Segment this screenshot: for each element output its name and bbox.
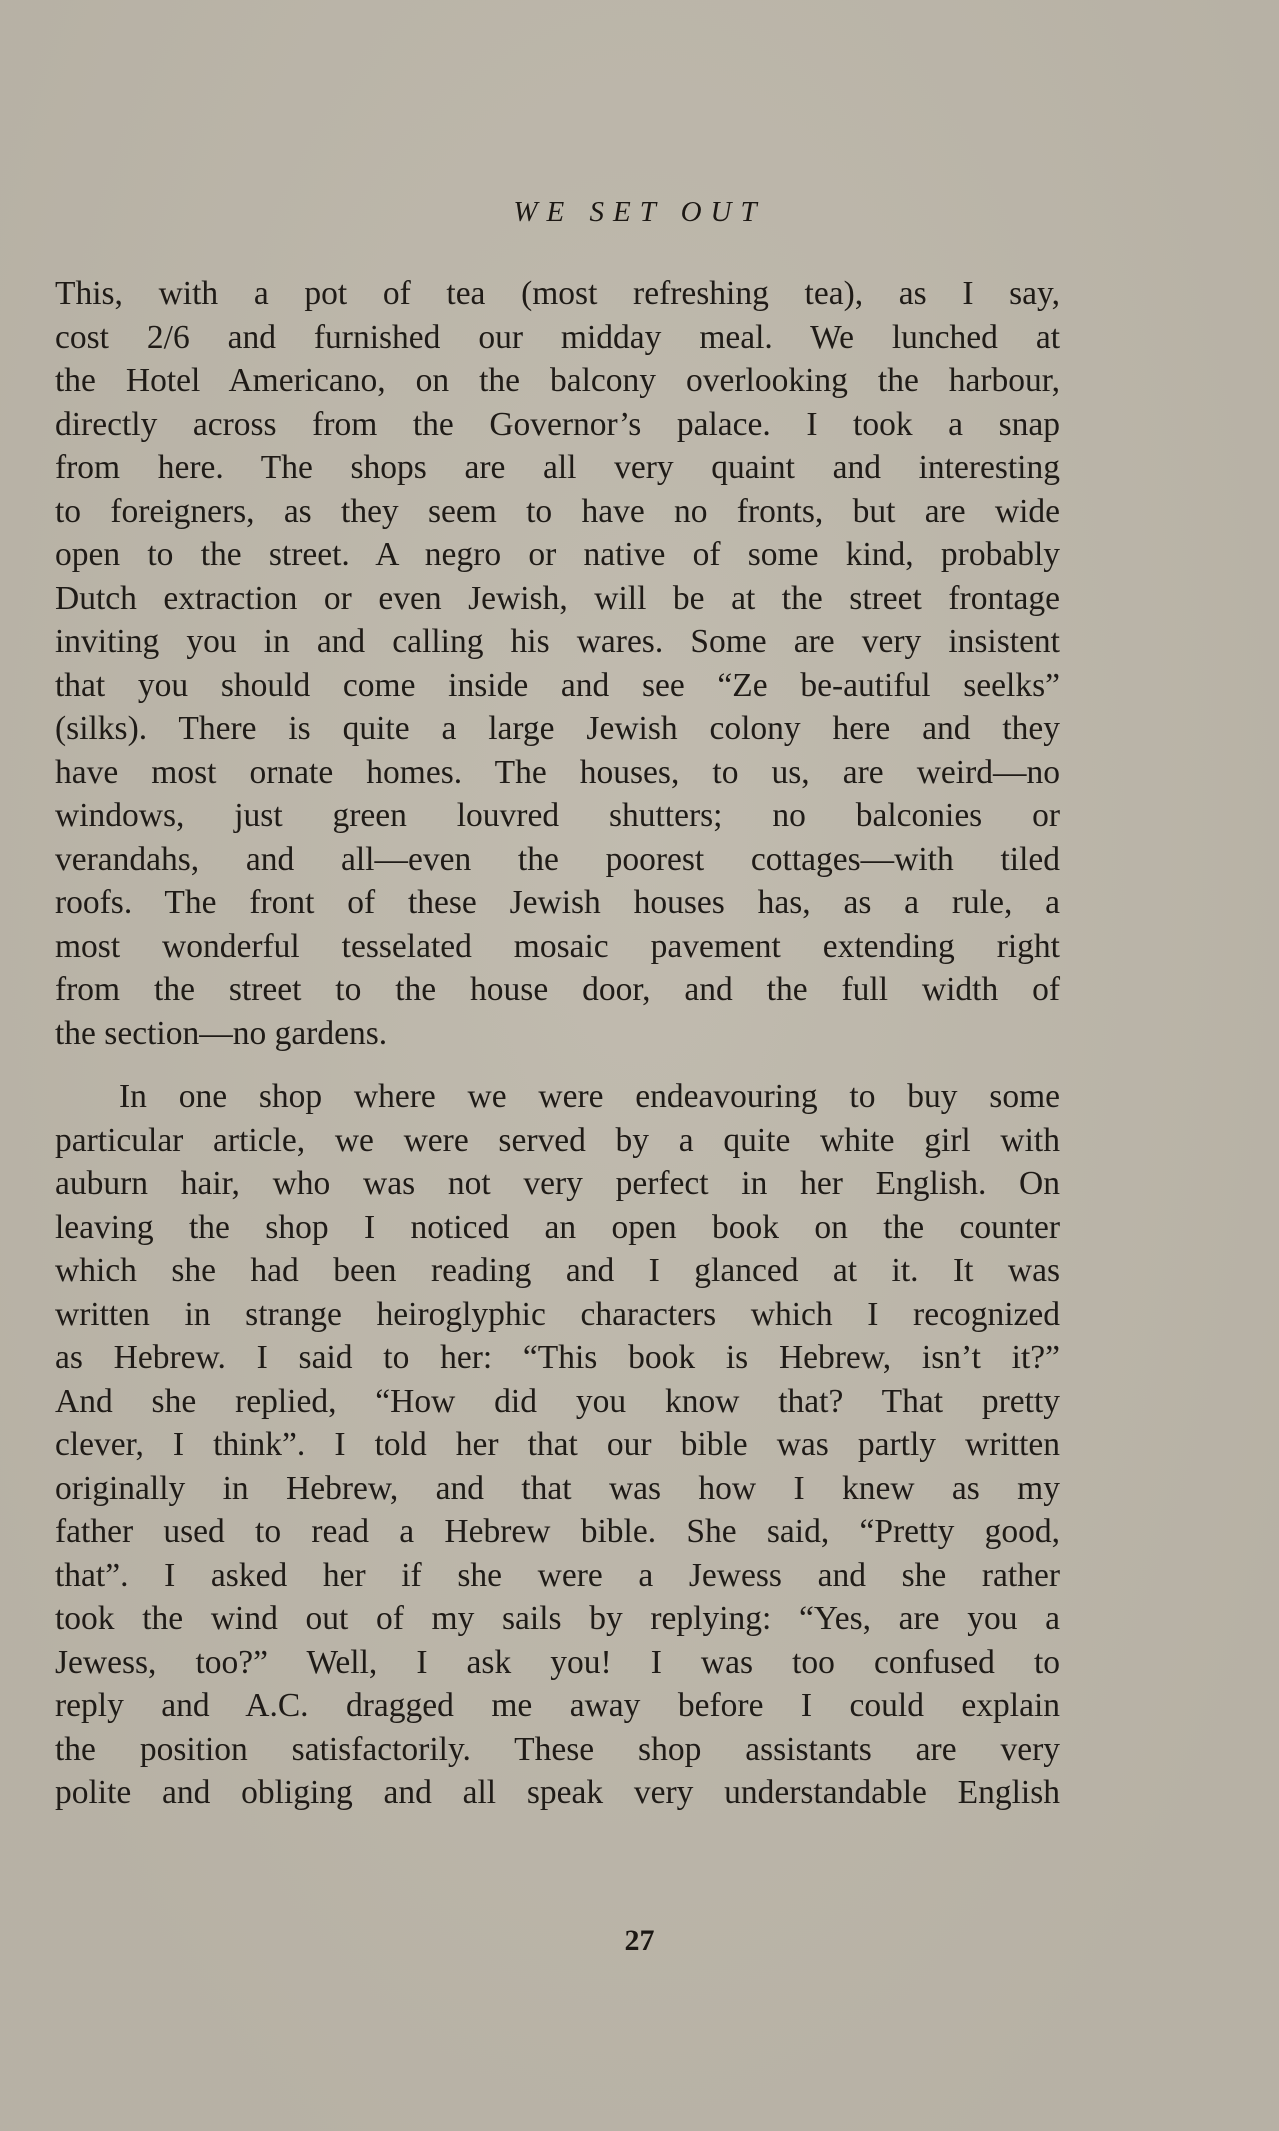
text-line: leaving the shop I noticed an open book on the counter bbox=[55, 1208, 1060, 1246]
text-line: In one shop where we were endeavouring to buy some bbox=[119, 1078, 1060, 1115]
text-line: verandahs, and all—even the poorest cottages—with tiled bbox=[55, 840, 1060, 878]
text-line: And she replied, “How did you know that? That pretty bbox=[55, 1382, 1060, 1420]
text-line: cost 2/6 and furnished our midday meal. We lunched at bbox=[55, 318, 1060, 356]
text-line: This, with a pot of tea (most refreshing tea), as I say, bbox=[55, 275, 1060, 312]
text-line: (silks). There is quite a large Jewish colony here and they bbox=[55, 710, 1060, 747]
text-line: father used to read a Hebrew bible. She said, “Pretty good, bbox=[55, 1513, 1060, 1550]
text-line: roofs. The front of these Jewish houses has, as a rule, a bbox=[55, 884, 1060, 921]
text-line: the section—no gardens. bbox=[55, 1014, 388, 1052]
text-line: the Hotel Americano, on the balcony overlooking the harbour, bbox=[55, 362, 1060, 399]
text-line: to foreigners, as they seem to have no fronts, but are wide bbox=[55, 492, 1060, 530]
body-text bbox=[55, 272, 1060, 1815]
text-line: most wonderful tesselated mosaic pavement extending right bbox=[55, 927, 1060, 965]
text-line: originally in Hebrew, and that was how I knew as my bbox=[55, 1469, 1060, 1507]
text-line: open to the street. A negro or native of some kind, probably bbox=[55, 536, 1060, 573]
text-line: from here. The shops are all very quaint and interesting bbox=[55, 449, 1060, 486]
text-line: reply and A.C. dragged me away before I could explain bbox=[55, 1687, 1060, 1724]
text-line: windows, just green louvred shutters; no balconies or bbox=[55, 797, 1060, 834]
text-line: written in strange heiroglyphic characters which I recognized bbox=[55, 1295, 1060, 1333]
text-line: clever, I think”. I told her that our bible was partly written bbox=[55, 1426, 1060, 1463]
text-line: took the wind out of my sails by replying: “Yes, are you a bbox=[55, 1600, 1060, 1637]
page-number: 27 bbox=[624, 1924, 655, 1957]
text-line: that you should come inside and see “Ze be-autiful seelks” bbox=[55, 666, 1060, 704]
text-line: the position satisfactorily. These shop assistants are very bbox=[55, 1730, 1060, 1768]
text-line: inviting you in and calling his wares. Some are very insistent bbox=[55, 623, 1060, 660]
text-line: Jewess, too?” Well, I ask you! I was too confused to bbox=[55, 1643, 1060, 1681]
text-line: which she had been reading and I glanced at it. It was bbox=[55, 1252, 1060, 1289]
paragraph-1 bbox=[55, 272, 1060, 1055]
text-line: directly across from the Governor’s palace. I took a snap bbox=[55, 405, 1060, 443]
text-line: Dutch extraction or even Jewish, will be at the street frontage bbox=[55, 579, 1060, 617]
text-line: as Hebrew. I said to her: “This book is Hebrew, isn’t it?” bbox=[55, 1339, 1060, 1376]
paragraph-2 bbox=[55, 1075, 1060, 1815]
text-line: particular article, we were served by a quite white girl with bbox=[55, 1121, 1060, 1159]
text-line: that”. I asked her if she were a Jewess and she rather bbox=[55, 1556, 1060, 1594]
text-line: from the street to the house door, and the full width of bbox=[55, 971, 1060, 1008]
text-line: have most ornate homes. The houses, to us, are weird—no bbox=[55, 753, 1060, 791]
text-line: auburn hair, who was not very perfect in her English. On bbox=[55, 1165, 1060, 1202]
running-head: WE SET OUT bbox=[513, 196, 766, 228]
text-line: polite and obliging and all speak very understandable English bbox=[55, 1774, 1060, 1811]
